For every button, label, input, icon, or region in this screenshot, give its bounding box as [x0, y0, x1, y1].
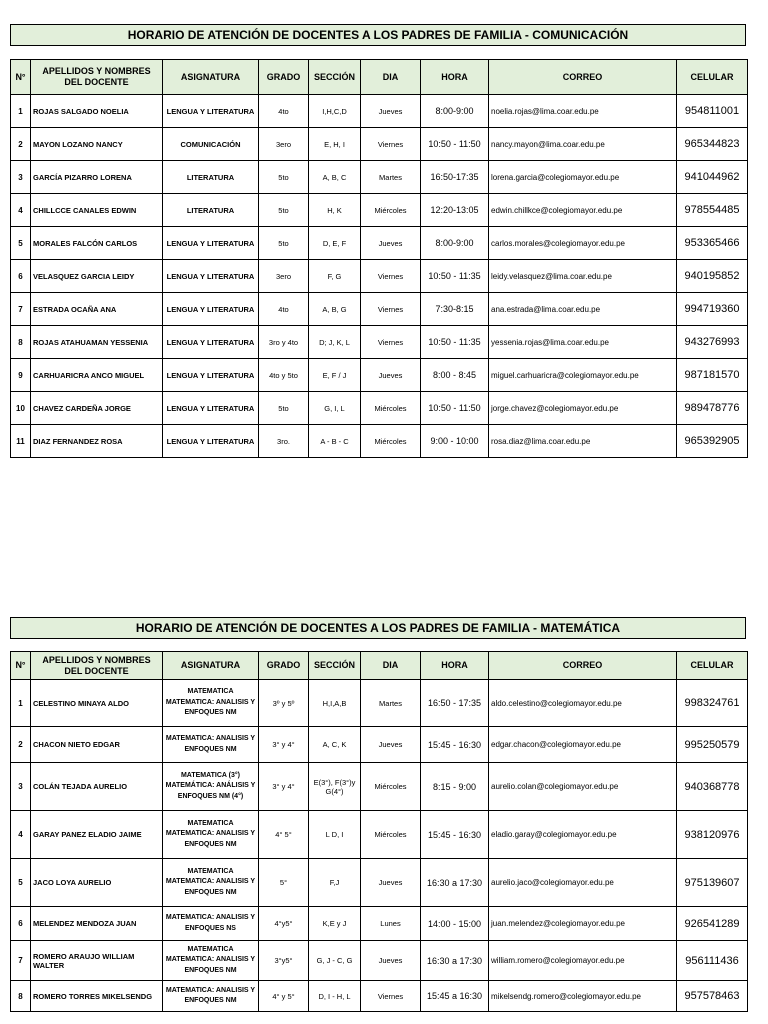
time-cell: 16:50 - 17:35: [421, 680, 489, 727]
email-cell: nancy.mayon@lima.coar.edu.pe: [489, 128, 677, 161]
section-cell: A, B, G: [309, 293, 361, 326]
row-number: 9: [11, 359, 31, 392]
email-cell: aurelio.jaco@colegiomayor.edu.pe: [489, 859, 677, 907]
section-cell: L D, I: [309, 811, 361, 859]
table-row: [11, 680, 748, 727]
day-cell: Viernes: [361, 260, 421, 293]
matematica-table: [10, 651, 748, 1012]
row-number: 8: [11, 981, 31, 1012]
time-cell: 15:45 - 16:30: [421, 727, 489, 763]
phone-cell: 953365466: [677, 227, 748, 260]
time-cell: 8:15 - 9:00: [421, 763, 489, 811]
time-cell: 16:50-17:35: [421, 161, 489, 194]
teacher-name: JACO LOYA AURELIO: [31, 859, 163, 907]
col-header-correo: CORREO: [489, 60, 677, 95]
day-cell: Viernes: [361, 128, 421, 161]
section-cell: A, C, K: [309, 727, 361, 763]
day-cell: Jueves: [361, 859, 421, 907]
table-row: [11, 392, 748, 425]
col-header-hora: HORA: [421, 60, 489, 95]
table2-title: HORARIO DE ATENCIÓN DE DOCENTES A LOS PADRES DE FAMILIA - MATEMÁTICA: [10, 617, 746, 639]
grade-cell: 4to: [259, 95, 309, 128]
phone-cell: 989478776: [677, 392, 748, 425]
col-header-hora: HORA: [421, 652, 489, 680]
col-header-n: N°: [11, 60, 31, 95]
subject-cell: MATEMATICA MATEMATICA: ANALISIS Y ENFOQUES NM: [163, 811, 259, 859]
section-cell: I,H,C,D: [309, 95, 361, 128]
time-cell: 8:00-9:00: [421, 95, 489, 128]
table-row: [11, 981, 748, 1012]
teacher-name: DIAZ FERNANDEZ ROSA: [31, 425, 163, 458]
day-cell: Jueves: [361, 359, 421, 392]
phone-cell: 940368778: [677, 763, 748, 811]
teacher-name: MORALES FALCÓN CARLOS: [31, 227, 163, 260]
subject-cell: MATEMATICA (3°) MATEMÁTICA: ANÁLISIS Y ENFOQUES NM (4°): [163, 763, 259, 811]
col-header-celular: CELULAR: [677, 60, 748, 95]
table2-body: [11, 680, 748, 1012]
day-cell: Jueves: [361, 727, 421, 763]
teacher-name: CARHUARICRA ANCO MIGUEL: [31, 359, 163, 392]
table-row: [11, 128, 748, 161]
teacher-name: COLÁN TEJADA AURELIO: [31, 763, 163, 811]
grade-cell: 4to y 5to: [259, 359, 309, 392]
table1-body: [11, 95, 748, 458]
subject-cell: LENGUA Y LITERATURA: [163, 359, 259, 392]
table-row: [11, 907, 748, 941]
day-cell: Viernes: [361, 293, 421, 326]
col-header-name: APELLIDOS Y NOMBRES DEL DOCENTE: [31, 60, 163, 95]
phone-cell: 995250579: [677, 727, 748, 763]
section-cell: F, G: [309, 260, 361, 293]
grade-cell: 3ero: [259, 260, 309, 293]
day-cell: Jueves: [361, 227, 421, 260]
day-cell: Miércoles: [361, 194, 421, 227]
teacher-name: CELESTINO MINAYA ALDO: [31, 680, 163, 727]
col-header-grado: GRADO: [259, 60, 309, 95]
subject-cell: MATEMATICA MATEMATICA: ANALISIS Y ENFOQUES NM: [163, 680, 259, 727]
phone-cell: 978554485: [677, 194, 748, 227]
teacher-name: MELENDEZ MENDOZA JUAN: [31, 907, 163, 941]
email-cell: juan.melendez@colegiomayor.edu.pe: [489, 907, 677, 941]
phone-cell: 998324761: [677, 680, 748, 727]
day-cell: Miércoles: [361, 392, 421, 425]
grade-cell: 5to: [259, 194, 309, 227]
email-cell: rosa.diaz@lima.coar.edu.pe: [489, 425, 677, 458]
time-cell: 15:45 a 16:30: [421, 981, 489, 1012]
teacher-name: ESTRADA OCAÑA ANA: [31, 293, 163, 326]
row-number: 6: [11, 907, 31, 941]
phone-cell: 940195852: [677, 260, 748, 293]
section-cell: H,I,A,B: [309, 680, 361, 727]
col-header-celular: CELULAR: [677, 652, 748, 680]
table-row: [11, 727, 748, 763]
table-row: [11, 194, 748, 227]
phone-cell: 975139607: [677, 859, 748, 907]
col-header-asignatura: ASIGNATURA: [163, 652, 259, 680]
table-row: [11, 326, 748, 359]
teacher-name: ROMERO ARAUJO WILLIAM WALTER: [31, 941, 163, 981]
table-row: [11, 359, 748, 392]
subject-cell: MATEMATICA MATEMATICA: ANALISIS Y ENFOQUES NM: [163, 941, 259, 981]
col-header-dia: DIA: [361, 652, 421, 680]
teacher-name: CHAVEZ CARDEÑA JORGE: [31, 392, 163, 425]
day-cell: Martes: [361, 680, 421, 727]
col-header-correo: CORREO: [489, 652, 677, 680]
grade-cell: 4° 5°: [259, 811, 309, 859]
table-row: [11, 161, 748, 194]
row-number: 6: [11, 260, 31, 293]
row-number: 5: [11, 859, 31, 907]
section-cell: G, J - C, G: [309, 941, 361, 981]
time-cell: 7:30-8:15: [421, 293, 489, 326]
section-cell: A - B - C: [309, 425, 361, 458]
time-cell: 8:00-9:00: [421, 227, 489, 260]
day-cell: Miércoles: [361, 763, 421, 811]
grade-cell: 3° y 4°: [259, 727, 309, 763]
phone-cell: 941044962: [677, 161, 748, 194]
table-row: [11, 293, 748, 326]
phone-cell: 965344823: [677, 128, 748, 161]
email-cell: william.romero@colegiomayor.edu.pe: [489, 941, 677, 981]
subject-cell: MATEMATICA: ANALISIS Y ENFOQUES NS: [163, 907, 259, 941]
time-cell: 9:00 - 10:00: [421, 425, 489, 458]
time-cell: 16:30 a 17:30: [421, 941, 489, 981]
time-cell: 10:50 - 11:35: [421, 326, 489, 359]
col-header-name: APELLIDOS Y NOMBRES DEL DOCENTE: [31, 652, 163, 680]
time-cell: 8:00 - 8:45: [421, 359, 489, 392]
teacher-name: VELASQUEZ GARCIA LEIDY: [31, 260, 163, 293]
email-cell: noelia.rojas@lima.coar.edu.pe: [489, 95, 677, 128]
email-cell: edgar.chacon@colegiomayor.edu.pe: [489, 727, 677, 763]
phone-cell: 956111436: [677, 941, 748, 981]
grade-cell: 3ro.: [259, 425, 309, 458]
grade-cell: 5to: [259, 392, 309, 425]
phone-cell: 957578463: [677, 981, 748, 1012]
table-row: [11, 811, 748, 859]
subject-cell: MATEMATICA: ANALISIS Y ENFOQUES NM: [163, 981, 259, 1012]
section-cell: E, F / J: [309, 359, 361, 392]
row-number: 3: [11, 763, 31, 811]
teacher-name: MAYON LOZANO NANCY: [31, 128, 163, 161]
email-cell: miguel.carhuaricra@colegiomayor.edu.pe: [489, 359, 677, 392]
section-cell: K,E y J: [309, 907, 361, 941]
time-cell: 10:50 - 11:50: [421, 128, 489, 161]
header-row: [11, 60, 748, 95]
section-cell: A, B, C: [309, 161, 361, 194]
grade-cell: 3° y 4°: [259, 763, 309, 811]
day-cell: Martes: [361, 161, 421, 194]
teacher-name: GARCÍA PIZARRO LORENA: [31, 161, 163, 194]
day-cell: Jueves: [361, 95, 421, 128]
time-cell: 10:50 - 11:50: [421, 392, 489, 425]
phone-cell: 926541289: [677, 907, 748, 941]
table-row: [11, 941, 748, 981]
table1-title: HORARIO DE ATENCIÓN DE DOCENTES A LOS PADRES DE FAMILIA - COMUNICACIÓN: [10, 24, 746, 46]
grade-cell: 3ero: [259, 128, 309, 161]
grade-cell: 3º y 5º: [259, 680, 309, 727]
grade-cell: 4° y 5°: [259, 981, 309, 1012]
table-row: [11, 763, 748, 811]
table-row: [11, 260, 748, 293]
col-header-grado: GRADO: [259, 652, 309, 680]
subject-cell: LENGUA Y LITERATURA: [163, 227, 259, 260]
teacher-name: CHILLCCE CANALES EDWIN: [31, 194, 163, 227]
header-row: [11, 652, 748, 680]
time-cell: 14:00 - 15:00: [421, 907, 489, 941]
subject-cell: LENGUA Y LITERATURA: [163, 326, 259, 359]
subject-cell: LENGUA Y LITERATURA: [163, 95, 259, 128]
email-cell: aurelio.colan@colegiomayor.edu.pe: [489, 763, 677, 811]
row-number: 2: [11, 727, 31, 763]
subject-cell: MATEMATICA: ANALISIS Y ENFOQUES NM: [163, 727, 259, 763]
col-header-asignatura: ASIGNATURA: [163, 60, 259, 95]
comunicacion-table: [10, 59, 748, 458]
phone-cell: 943276993: [677, 326, 748, 359]
time-cell: 10:50 - 11:35: [421, 260, 489, 293]
phone-cell: 987181570: [677, 359, 748, 392]
grade-cell: 5to: [259, 227, 309, 260]
email-cell: carlos.morales@colegiomayor.edu.pe: [489, 227, 677, 260]
section-cell: E, H, I: [309, 128, 361, 161]
subject-cell: LITERATURA: [163, 194, 259, 227]
subject-cell: LENGUA Y LITERATURA: [163, 260, 259, 293]
email-cell: yessenia.rojas@lima.coar.edu.pe: [489, 326, 677, 359]
grade-cell: 4°y5°: [259, 907, 309, 941]
email-cell: jorge.chavez@colegiomayor.edu.pe: [489, 392, 677, 425]
table-row: [11, 95, 748, 128]
day-cell: Lunes: [361, 907, 421, 941]
grade-cell: 5to: [259, 161, 309, 194]
row-number: 10: [11, 392, 31, 425]
row-number: 2: [11, 128, 31, 161]
day-cell: Viernes: [361, 326, 421, 359]
teacher-name: ROJAS ATAHUAMAN YESSENIA: [31, 326, 163, 359]
email-cell: ana.estrada@lima.coar.edu.pe: [489, 293, 677, 326]
col-header-n: N°: [11, 652, 31, 680]
row-number: 5: [11, 227, 31, 260]
email-cell: mikelsendg.romero@colegiomayor.edu.pe: [489, 981, 677, 1012]
section-cell: E(3°), F(3°)y G(4°): [309, 763, 361, 811]
email-cell: edwin.chillkce@colegiomayor.edu.pe: [489, 194, 677, 227]
teacher-name: GARAY PANEZ ELADIO JAIME: [31, 811, 163, 859]
grade-cell: 5°: [259, 859, 309, 907]
row-number: 4: [11, 194, 31, 227]
email-cell: leidy.velasquez@lima.coar.edu.pe: [489, 260, 677, 293]
day-cell: Miércoles: [361, 811, 421, 859]
phone-cell: 954811001: [677, 95, 748, 128]
row-number: 1: [11, 95, 31, 128]
email-cell: lorena.garcia@colegiomayor.edu.pe: [489, 161, 677, 194]
row-number: 7: [11, 941, 31, 981]
subject-cell: LENGUA Y LITERATURA: [163, 392, 259, 425]
teacher-name: ROJAS SALGADO NOELIA: [31, 95, 163, 128]
teacher-name: ROMERO TORRES MIKELSENDG: [31, 981, 163, 1012]
table-row: [11, 859, 748, 907]
subject-cell: LENGUA Y LITERATURA: [163, 293, 259, 326]
section-cell: D; J, K, L: [309, 326, 361, 359]
time-cell: 12:20-13:05: [421, 194, 489, 227]
phone-cell: 938120976: [677, 811, 748, 859]
grade-cell: 4to: [259, 293, 309, 326]
subject-cell: COMUNICACIÓN: [163, 128, 259, 161]
section-cell: H, K: [309, 194, 361, 227]
section-cell: F,J: [309, 859, 361, 907]
phone-cell: 965392905: [677, 425, 748, 458]
row-number: 8: [11, 326, 31, 359]
table-row: [11, 227, 748, 260]
time-cell: 15:45 - 16:30: [421, 811, 489, 859]
section-cell: G, I, L: [309, 392, 361, 425]
teacher-name: CHACON NIETO EDGAR: [31, 727, 163, 763]
row-number: 4: [11, 811, 31, 859]
table-row: [11, 425, 748, 458]
day-cell: Jueves: [361, 941, 421, 981]
subject-cell: LENGUA Y LITERATURA: [163, 425, 259, 458]
row-number: 11: [11, 425, 31, 458]
time-cell: 16:30 a 17:30: [421, 859, 489, 907]
row-number: 1: [11, 680, 31, 727]
col-header-seccion: SECCIÓN: [309, 652, 361, 680]
email-cell: aldo.celestino@colegiomayor.edu.pe: [489, 680, 677, 727]
subject-cell: MATEMATICA MATEMATICA: ANALISIS Y ENFOQUES NM: [163, 859, 259, 907]
section-cell: D, E, F: [309, 227, 361, 260]
row-number: 7: [11, 293, 31, 326]
email-cell: eladio.garay@colegiomayor.edu.pe: [489, 811, 677, 859]
grade-cell: 3ro y 4to: [259, 326, 309, 359]
day-cell: Viernes: [361, 981, 421, 1012]
row-number: 3: [11, 161, 31, 194]
grade-cell: 3°y5°: [259, 941, 309, 981]
subject-cell: LITERATURA: [163, 161, 259, 194]
day-cell: Miércoles: [361, 425, 421, 458]
section-cell: D, I - H, L: [309, 981, 361, 1012]
phone-cell: 994719360: [677, 293, 748, 326]
col-header-dia: DIA: [361, 60, 421, 95]
col-header-seccion: SECCIÓN: [309, 60, 361, 95]
